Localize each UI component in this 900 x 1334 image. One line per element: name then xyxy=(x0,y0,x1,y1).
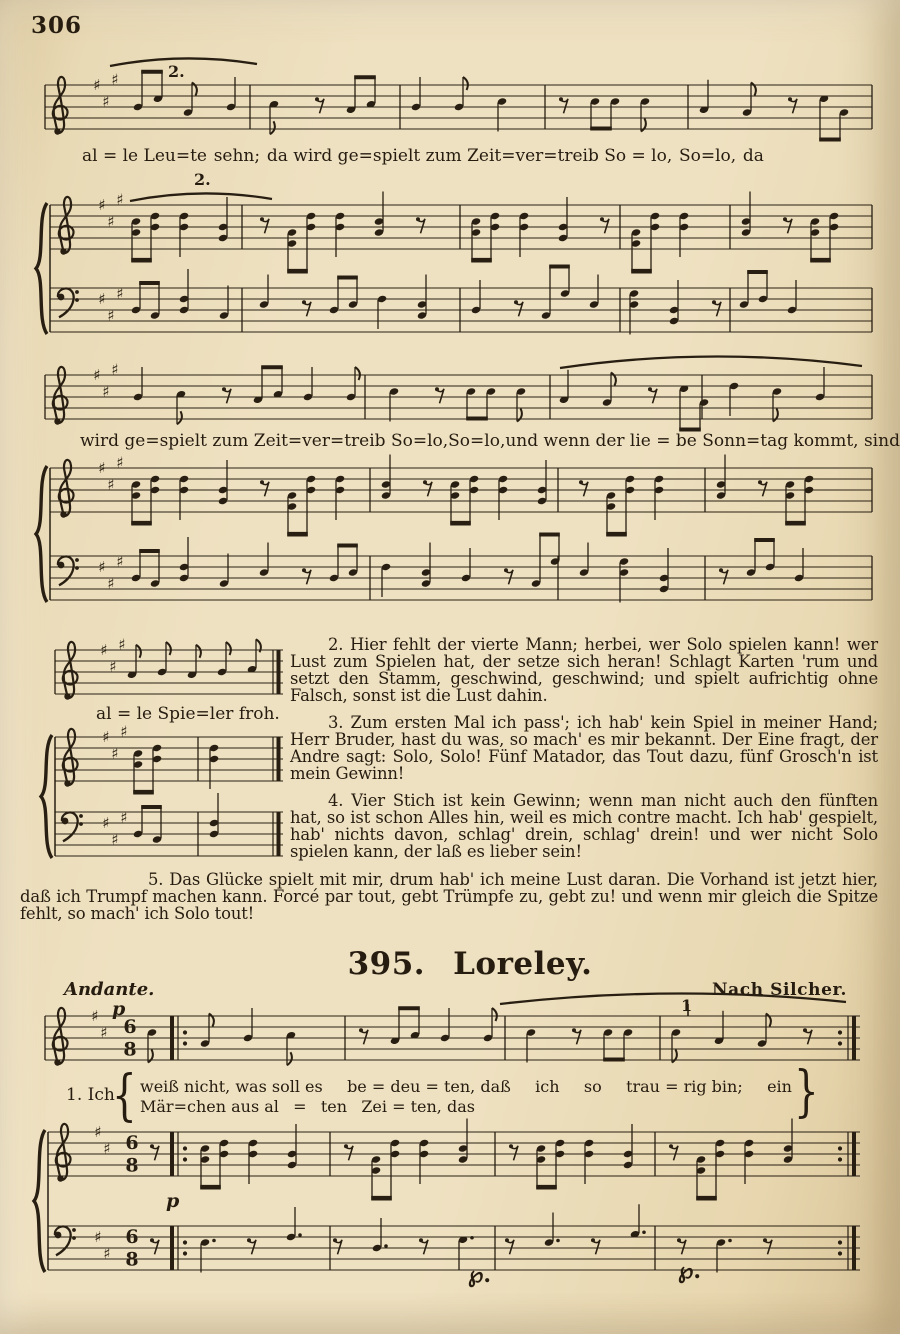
lyric-segment: = xyxy=(293,1097,307,1116)
song-title: Loreley. xyxy=(453,946,593,982)
sharp-icon: ♯ xyxy=(98,290,106,308)
sharp-icon: ♯ xyxy=(98,558,106,576)
sharp-icon: ♯ xyxy=(109,657,117,676)
lyric-segment: so xyxy=(583,1077,602,1096)
sharp-icon: ♯ xyxy=(102,814,110,832)
lyric-segment: da wird ge=spielt zum Zeit=ver=treib So = lo, xyxy=(266,146,673,166)
sharp-icon: ♯ xyxy=(98,196,106,214)
lyric-segment: be = deu = ten, daß xyxy=(347,1077,511,1096)
piano-system-2 xyxy=(36,454,872,603)
sharp-icon: ♯ xyxy=(94,1228,102,1246)
sharp-icon: ♯ xyxy=(107,212,115,231)
attribution: Nach Silcher. xyxy=(712,980,848,1000)
page-number: 306 xyxy=(31,12,83,39)
time-signature: 6 xyxy=(125,1132,139,1155)
system-brace xyxy=(36,203,47,334)
lyric-segment: ich xyxy=(535,1077,560,1096)
vocal-fragment xyxy=(55,636,283,700)
sharp-icon: ♯ xyxy=(100,1023,108,1042)
dynamic-p-vocal: p xyxy=(112,998,126,1020)
loreley-lyric-bottom xyxy=(140,1097,475,1116)
lyric-segment: sehn; xyxy=(213,146,261,166)
sharp-icon: ♯ xyxy=(116,552,124,571)
lyric-segment: So=lo, xyxy=(678,146,737,166)
sharp-icon: ♯ xyxy=(94,1123,102,1141)
time-signature: 8 xyxy=(125,1154,139,1177)
lyric-line-1 xyxy=(82,146,764,166)
dynamic-p-piano: p xyxy=(166,1190,180,1212)
sharp-icon: ♯ xyxy=(102,92,110,111)
sharp-icon: ♯ xyxy=(93,366,101,384)
song-number: 395. xyxy=(347,946,426,982)
tempo-marking: Andante. xyxy=(64,979,155,1000)
pedal-mark-1: ℘. xyxy=(468,1262,491,1288)
lyric-segment: Mär=chen aus al xyxy=(140,1097,279,1116)
verse-3: 3. Zum ersten Mal ich pass'; ich hab' kein Spiel in meiner Hand; Herr Bruder, hast du was, so mach' es mir bekannt. Der Eine fragt, der Andre sagt: Solo, Solo! Fünf Matador, das Tout dazu, fünf Grosch'n ist mein Gewinn! xyxy=(290,713,878,783)
system-brace xyxy=(36,466,47,602)
time-signature: 8 xyxy=(123,1038,137,1061)
volta-label-piano: 2. xyxy=(194,170,211,189)
time-signature: 6 xyxy=(125,1226,139,1249)
sharp-icon: ♯ xyxy=(107,574,115,593)
sharp-icon: ♯ xyxy=(118,635,126,654)
lyric-line-2 xyxy=(80,431,900,451)
sharp-icon: ♯ xyxy=(111,830,119,849)
lyric-open-brace: { xyxy=(112,1062,137,1128)
sharp-icon: ♯ xyxy=(102,728,110,746)
system-brace xyxy=(41,735,52,858)
loreley-piano xyxy=(34,1119,860,1273)
sharp-icon: ♯ xyxy=(100,641,108,659)
lyric-segment: Zei = ten, das xyxy=(361,1097,475,1116)
sharp-icon: ♯ xyxy=(107,306,115,325)
verse-2: 2. Hier fehlt der vierte Mann; herbei, wer Solo spielen kann! wer Lust zum Spielen hat, der setze sich heran! Schlagt Karten 'rum und setzt den Stamm, geschwind, geschwind; und spielt aufrichtig ohne Falsch, sonst ist die Lust dahin. xyxy=(290,635,878,705)
sharp-icon: ♯ xyxy=(111,70,119,89)
sharp-icon: ♯ xyxy=(107,475,115,494)
song-title-row xyxy=(300,946,640,982)
vocal-staff-2 xyxy=(45,356,872,431)
loreley-lyric-top xyxy=(140,1077,792,1096)
lyric-segment: weiß nicht, was soll es xyxy=(140,1077,323,1096)
verse-intro: 1. Ich xyxy=(66,1085,115,1105)
lyric-segment: da xyxy=(742,146,764,166)
verse-4: 4. Vier Stich ist kein Gewinn; wenn man nicht auch den fünften hat, so ist schon Alles hin, weil es mich contre macht. Ich hab' gespielt, hab' nichts davon, schlag' drein, schlag' drein! und wer nicht Solo spielen kann, der laß es lieber sein! xyxy=(290,791,878,861)
sharp-icon: ♯ xyxy=(116,284,124,303)
lyric-segment: ten xyxy=(320,1097,348,1116)
sharp-icon: ♯ xyxy=(120,722,128,741)
lyric-line-3: al = le Spie=ler froh. xyxy=(96,704,280,724)
lyric-segment: So=lo, xyxy=(448,431,506,451)
piano-system-1 xyxy=(36,191,872,335)
sharp-icon: ♯ xyxy=(103,1244,111,1263)
lyric-segment: al = le Leu=te xyxy=(82,146,207,166)
sharp-icon: ♯ xyxy=(103,1139,111,1158)
lyric-segment: und wenn der lie = be Sonn=tag kommt, sind xyxy=(505,431,900,451)
piano-fragment xyxy=(41,723,283,859)
sharp-icon: ♯ xyxy=(91,1007,99,1025)
system-brace xyxy=(34,1130,45,1272)
sharp-icon: ♯ xyxy=(120,808,128,827)
lyric-close-brace: } xyxy=(794,1058,819,1124)
pedal-mark-2: ℘. xyxy=(678,1258,701,1284)
time-signature: 8 xyxy=(125,1248,139,1271)
sharp-icon: ♯ xyxy=(116,190,124,209)
volta-label-top: 2. xyxy=(168,62,185,81)
loreley-vocal xyxy=(45,993,860,1065)
lyric-segment: wird ge=spielt zum Zeit=ver=treib So=lo, xyxy=(80,431,449,451)
verse-5: 5. Das Glücke spielt mit mir, drum hab' ich meine Lust daran. Die Vorhand ist jetzt hier, daß ich Trumpf machen kann. Forcé par tout, gebt Trümpfe zu, gebt zu! und wenn mir gleich die Spitze fehlt, so mach' ich Solo tout! xyxy=(20,870,878,923)
sharp-icon: ♯ xyxy=(98,459,106,477)
sharp-icon: ♯ xyxy=(111,360,119,379)
sharp-icon: ♯ xyxy=(111,744,119,763)
sharp-icon: ♯ xyxy=(102,382,110,401)
sharp-icon: ♯ xyxy=(116,453,124,472)
lyric-segment: trau = rig bin; xyxy=(626,1077,743,1096)
time-signature: 6 xyxy=(123,1016,137,1039)
volta-label-loreley: 1 xyxy=(681,996,693,1015)
sharp-icon: ♯ xyxy=(93,76,101,94)
lyric-segment: ein xyxy=(767,1077,792,1096)
